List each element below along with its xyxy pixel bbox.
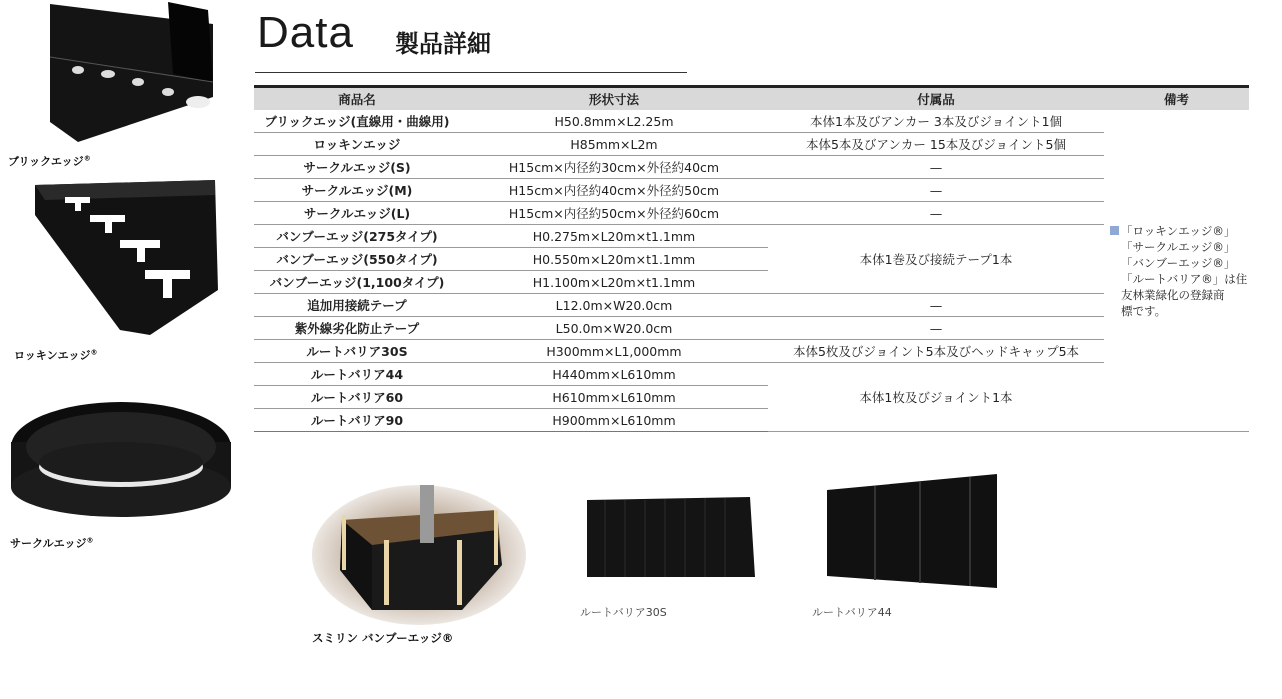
bamboo-edge-caption: スミリン バンブーエッジ® [312,631,454,645]
cell-size: H0.550m×L20m×t1.1mm [460,248,768,271]
cell-accessories: 本体1枚及びジョイント1本 [768,363,1104,432]
header-size: 形状寸法 [460,87,768,111]
cell-name: ルートバリア30S [254,340,460,363]
cell-size: L12.0m×W20.0cm [460,294,768,317]
header-remarks: 備考 [1104,87,1249,111]
table-row [254,133,1249,156]
cell-size: H440mm×L610mm [460,363,768,386]
cell-name: ルートバリア60 [254,386,460,409]
brick-edge-caption: ブリックエッジ® [8,154,91,168]
lockin-edge-image [25,175,220,340]
cell-name: バンブーエッジ(550タイプ) [254,248,460,271]
cell-accessories: 本体1本及びアンカー 3本及びジョイント1個 [768,110,1104,133]
cell-accessories: — [768,202,1104,225]
lockin-edge-caption: ロッキンエッジ® [14,348,98,362]
circle-edge-caption: サークルエッジ® [10,536,94,550]
page-subtitle: 製品詳細 [395,30,491,58]
cell-accessories: — [768,179,1104,202]
spec-table [254,85,1249,432]
cell-size: H1.100m×L20m×t1.1mm [460,271,768,294]
cell-accessories: 本体5本及びアンカー 15本及びジョイント5個 [768,133,1104,156]
cell-size: H300mm×L1,000mm [460,340,768,363]
trademark-note: 「ロッキンエッジ®」 「サークルエッジ®」 「バンブーエッジ®」 「ルートバリア®」は住 友林業緑化の登録商 標です。 [1104,223,1249,319]
table-row [254,202,1249,225]
table-row [254,340,1249,363]
cell-size: H610mm×L610mm [460,386,768,409]
root-barrier-30s-caption: ルートバリア30S [580,606,667,619]
cell-name: 紫外線劣化防止テープ [254,317,460,340]
cell-size: H15cm×内径約50cm×外径約60cm [460,202,768,225]
table-row [254,363,1249,386]
cell-name: ロッキンエッジ [254,133,460,156]
cell-name: バンブーエッジ(1,100タイプ) [254,271,460,294]
cell-name: ルートバリア90 [254,409,460,432]
cell-accessories: — [768,156,1104,179]
cell-name: ルートバリア44 [254,363,460,386]
table-header-row [254,87,1249,111]
table-row [254,225,1249,248]
table-row [254,294,1249,317]
cell-name: バンブーエッジ(275タイプ) [254,225,460,248]
cell-size: H0.275m×L20m×t1.1mm [460,225,768,248]
remarks-cell [1104,110,1249,432]
table-row [254,156,1249,179]
cell-size: H15cm×内径約40cm×外径約50cm [460,179,768,202]
page-title: Data [257,8,354,57]
cell-size: H900mm×L610mm [460,409,768,432]
square-bullet-icon [1110,226,1119,235]
cell-name: サークルエッジ(S) [254,156,460,179]
cell-name: サークルエッジ(L) [254,202,460,225]
cell-accessories: — [768,294,1104,317]
cell-accessories: 本体5枚及びジョイント5本及びヘッドキャップ5本 [768,340,1104,363]
cell-size: H50.8mm×L2.25m [460,110,768,133]
cell-accessories: 本体1巻及び接続テープ1本 [768,225,1104,294]
cell-name: 追加用接続テープ [254,294,460,317]
root-barrier-44-caption: ルートバリア44 [812,606,892,619]
cell-name: サークルエッジ(M) [254,179,460,202]
header-accessories: 付属品 [768,87,1104,111]
cell-accessories: — [768,317,1104,340]
cell-size: L50.0m×W20.0cm [460,317,768,340]
brick-edge-image [48,2,220,150]
table-row [254,179,1249,202]
cell-size: H85mm×L2m [460,133,768,156]
root-barrier-44-image [825,472,1000,590]
title-rule [255,72,687,73]
cell-size: H15cm×内径約30cm×外径約40cm [460,156,768,179]
table-row [254,317,1249,340]
header-product-name: 商品名 [254,87,460,111]
cell-name: ブリックエッジ(直線用・曲線用) [254,110,460,133]
bamboo-edge-install-photo [312,485,527,625]
root-barrier-30s-image [585,495,757,579]
table-row [254,110,1249,133]
circle-edge-image [8,392,234,527]
